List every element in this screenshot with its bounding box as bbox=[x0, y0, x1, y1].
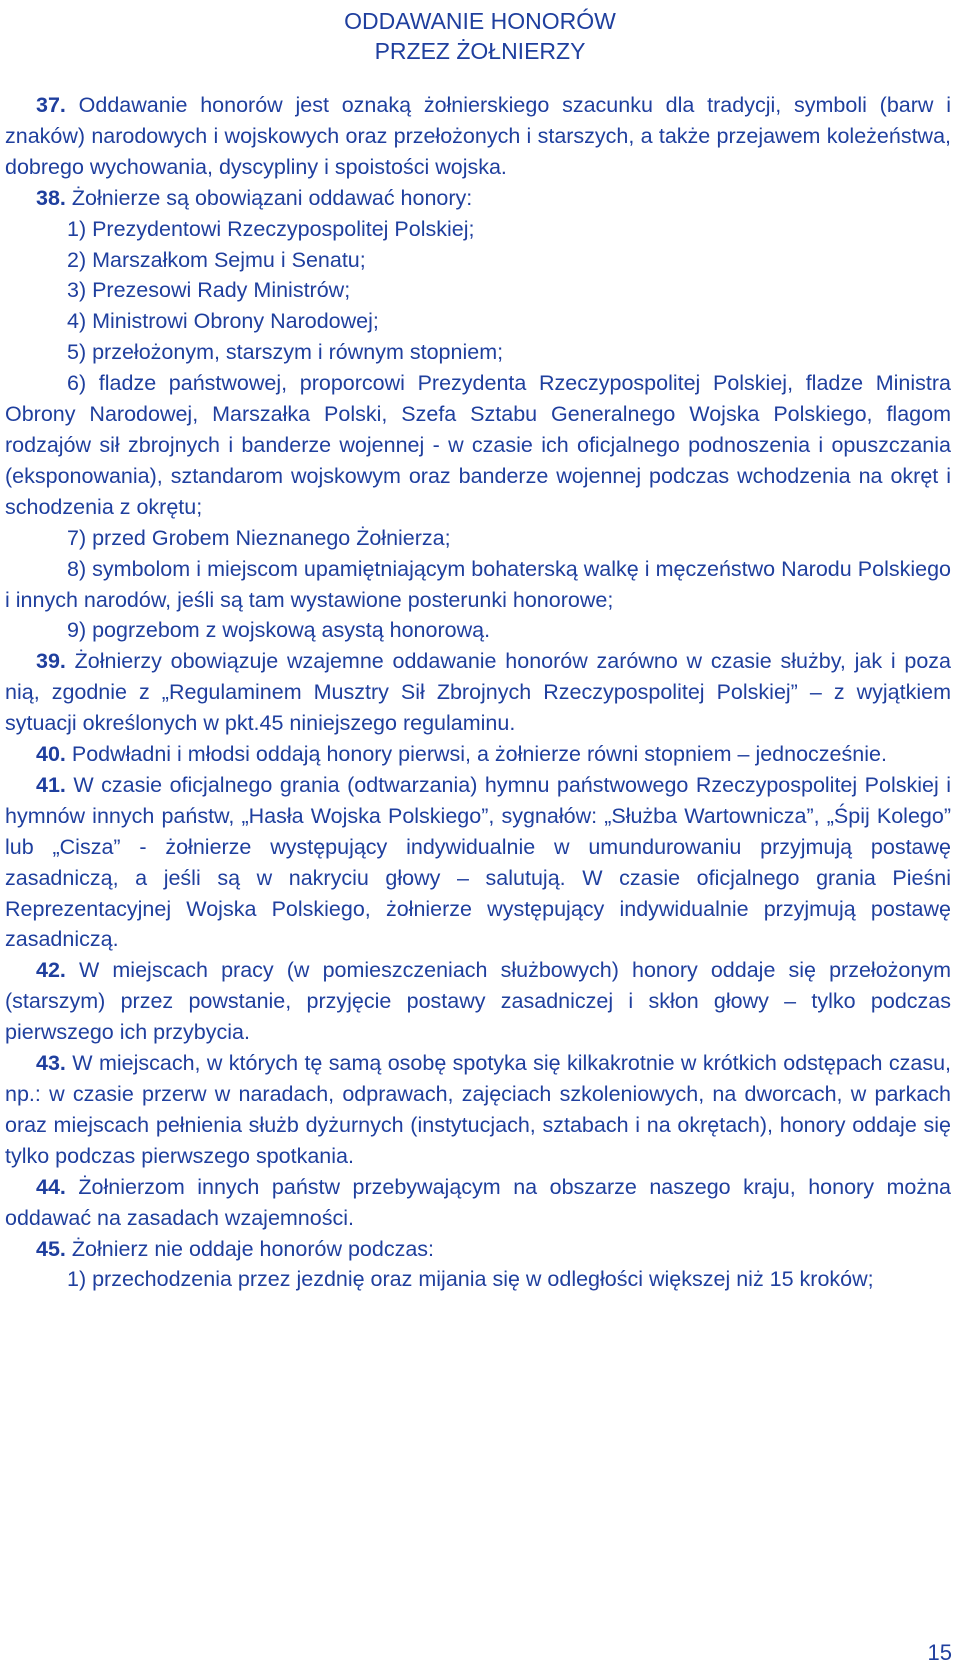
list-item: 1) Prezydentowi Rzeczypospolitej Polskiej; bbox=[67, 216, 475, 241]
paragraph-text: Żołnierzy obowiązuje wzajemne oddawanie honorów zarówno w czasie służby, jak i poza nią, zgodnie z „Regulaminem Musztry Sił Zbrojnych Rzeczypospolitej Polskiej” – z wyjątkiem sytuacji określonych w pkt.45 niniejszego regulaminu. bbox=[5, 649, 951, 736]
paragraph-number: 41. bbox=[36, 772, 66, 797]
list-item: 6) fladze państwowej, proporcowi Prezydenta Rzeczypospolitej Polskiej, fladze Ministra Obrony Narodowej, Marszałka Polski, Szefa Sztabu Generalnego Wojska Polskiego, flagom rodzajów sił zbrojnych i banderze wojennej - w czasie ich oficjalnego podnoszenia i opuszczania (eksponowania), sztandarom wojskowym oraz banderze wojennej podczas wchodzenia na okręt i schodzenia z okrętu; bbox=[5, 371, 951, 519]
paragraph-number: 44. bbox=[36, 1174, 66, 1199]
paragraph-text: Oddawanie honorów jest oznaką żołnierskiego szacunku dla tradycji, symboli (barw i znaków) narodowych i wojskowych oraz przełożonych i starszych, a także przejawem koleżeństwa, dobrego wychowania, dyscypliny i spoistości wojska. bbox=[5, 93, 951, 179]
list-item: 9) pogrzebom z wojskową asystą honorową. bbox=[67, 618, 491, 643]
paragraph-number: 40. bbox=[36, 742, 66, 767]
paragraph-45 bbox=[5, 1234, 951, 1265]
paragraph-text: Podwładni i młodsi oddają honory pierwsi, a żołnierze równi stopniem – jednocześnie. bbox=[71, 742, 887, 767]
paragraph-text: Żołnierzom innych państw przebywającym na obszarze naszego kraju, honory można oddawać na zasadach wzajemności. bbox=[5, 1174, 951, 1230]
paragraph-number: 42. bbox=[36, 958, 66, 983]
paragraph-44 bbox=[5, 1172, 951, 1234]
list-item: 3) Prezesowi Rady Ministrów; bbox=[67, 278, 351, 303]
paragraph-number: 39. bbox=[36, 649, 66, 674]
list-item: 5) przełożonym, starszym i równym stopniem; bbox=[67, 340, 504, 365]
paragraph-number: 45. bbox=[36, 1236, 66, 1261]
paragraph-39 bbox=[5, 646, 951, 739]
paragraph-40 bbox=[5, 739, 951, 770]
paragraph-number: 37. bbox=[36, 93, 66, 117]
paragraph-number: 38. bbox=[36, 185, 66, 210]
paragraph-text: Żołnierz nie oddaje honorów podczas: bbox=[71, 1236, 435, 1261]
paragraph-43 bbox=[5, 1048, 951, 1172]
page-number: 15 bbox=[927, 1640, 952, 1665]
title-line-1: ODDAWANIE HONORÓW bbox=[344, 8, 616, 34]
paragraph-text: Żołnierze są obowiązani oddawać honory: bbox=[71, 185, 473, 210]
paragraph-41 bbox=[5, 770, 951, 955]
page-title bbox=[0, 6, 960, 66]
list-item: 7) przed Grobem Nieznanego Żołnierza; bbox=[67, 525, 451, 550]
paragraph-number: 43. bbox=[36, 1051, 66, 1076]
paragraph-text: W czasie oficjalnego grania (odtwarzania) hymnu państwowego Rzeczypospolitej Polskiej i hymnów innych państw, „Hasła Wojska Polskiego”, sygnałów: „Służba Wartownicza”, „Śpij Kolego” lub „Cisza” - żołnierze występujący indywidualnie w umundurowaniu przyjmują postawę zasadniczą, a jeśli są w nakryciu głowy – salutują. W czasie oficjalnego grania Pieśni Reprezentacyjnej Wojska Polskiego, żołnierze występujący indywidualnie przyjmują postawę zasadniczą. bbox=[5, 772, 952, 952]
paragraph-text: W miejscach pracy (w pomieszczeniach służbowych) honory oddaje się przełożonym (starszym) przez powstanie, przyjęcie postawy zasadniczej i skłon głowy – tylko podczas pierwszego ich przybycia. bbox=[5, 958, 951, 1045]
title-line-2: PRZEZ ŻOŁNIERZY bbox=[374, 38, 586, 64]
document-body bbox=[5, 90, 951, 1295]
paragraph-42 bbox=[5, 955, 951, 1048]
list-item: 8) symbolom i miejscom upamiętniającym bohaterską walkę i męczeństwo Narodu Polskiego i innych narodów, jeśli są tam wystawione posterunki honorowe; bbox=[5, 556, 951, 612]
paragraph-37 bbox=[5, 90, 951, 183]
list-item: 1) przechodzenia przez jezdnię oraz mijania się w odległości większej niż 15 kroków; bbox=[67, 1267, 874, 1292]
list-item: 2) Marszałkom Sejmu i Senatu; bbox=[67, 247, 366, 272]
list-item: 4) Ministrowi Obrony Narodowej; bbox=[67, 309, 379, 334]
paragraph-text: W miejscach, w których tę samą osobę spotyka się kilkakrotnie w krótkich odstępach czasu, np.: w czasie przerw w naradach, odprawach, zajęciach szkoleniowych, na dworcach, w parkach oraz miejscach pełnienia służb dyżurnych (instytucjach, sztabach i na okrętach), honory oddaje się tylko podczas pierwszego spotkania. bbox=[5, 1051, 951, 1168]
paragraph-38 bbox=[5, 183, 951, 214]
